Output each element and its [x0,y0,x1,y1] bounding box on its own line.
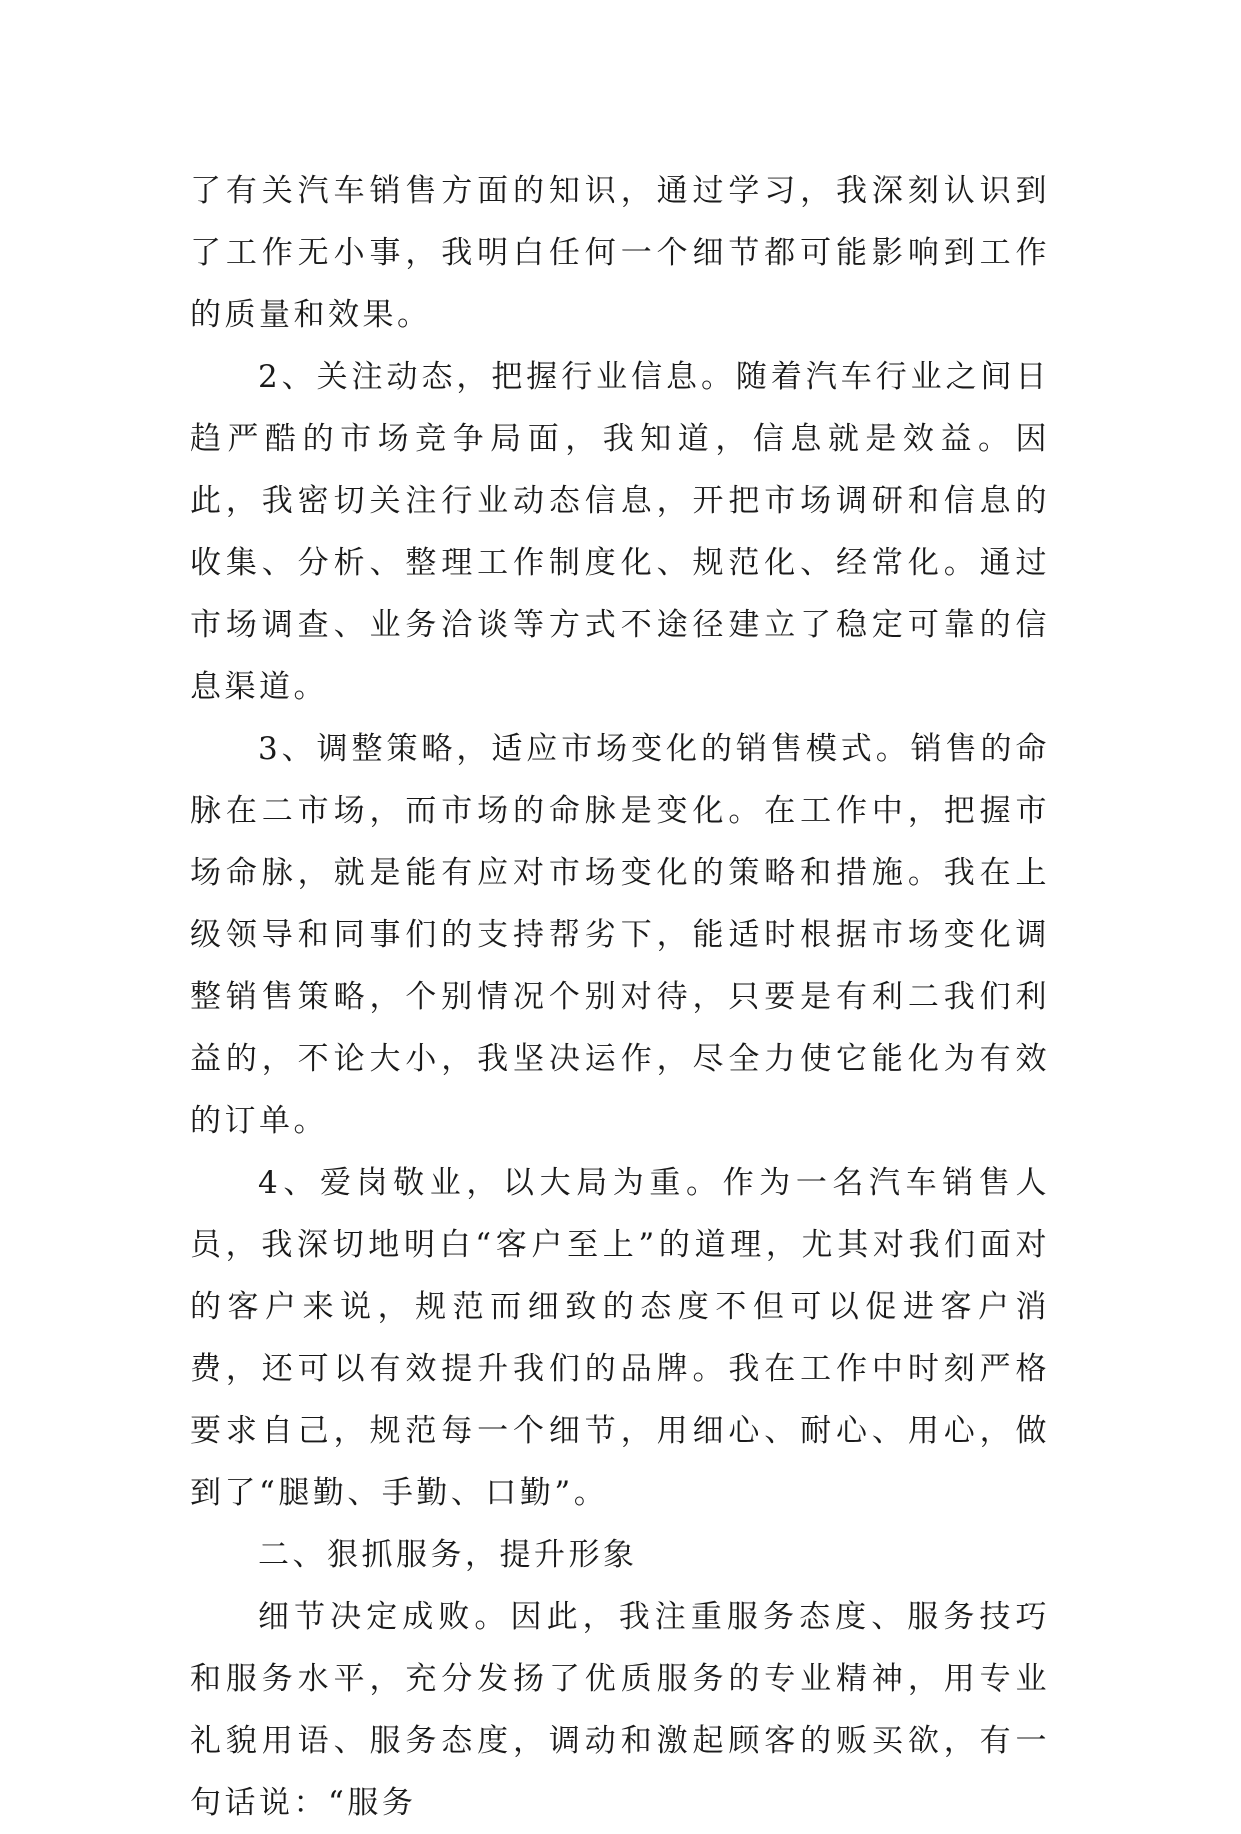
paragraph-service: 细节决定成败。因此，我注重服务态度、服务技巧和服务水平，充分发扬了优质服务的专业精神，用专业礼貌用语、服务态度，调动和激起顾客的贩买欲，有一句话说：“服务 [190,1599,1050,1821]
paragraph-item-3: 3、调整策略，适应市场变化的销售模式。销售的命脉在二市场，而市场的命脉是变化。在工作中，把握市场命脉，就是能有应对市场变化的策略和措施。我在上级领导和同事们的支持帮劣下，能适时根据市场变化调整销售策略，个别情况个别对待，只要是有利二我们利益的，不论大小，我坚决运作，尽全力使它能化为有效的订单。 [190,731,1050,1139]
paragraph-continuation: 了有关汽车销售方面的知识，通过学习，我深刻认识到了工作无小事，我明白任何一个细节都可能影响到工作的质量和效果。 [190,173,1050,333]
section-heading: 二、狠抓服务，提升形象 [258,1537,638,1573]
body-text [190,160,1050,1834]
paragraph-item-4: 4、爱岗敬业，以大局为重。作为一名汽车销售人员，我深切地明白“客户至上”的道理，尤其对我们面对的客户来说，规范而细致的态度不但可以促进客户消费，还可以有效提升我们的品牌。我在工作中时刻严格要求自己，规范每一个细节，用细心、耐心、用心，做到了“腿勤、手勤、口勤”。 [190,1165,1050,1511]
paragraph-item-2: 2、关注动态，把握行业信息。随着汽车行业之间日趋严酷的市场竞争局面，我知道，信息就是效益。因此，我密切关注行业动态信息，开把市场调研和信息的收集、分析、整理工作制度化、规范化、经常化。通过市场调查、业务洽谈等方式不途径建立了稳定可靠的信息渠道。 [190,359,1050,705]
